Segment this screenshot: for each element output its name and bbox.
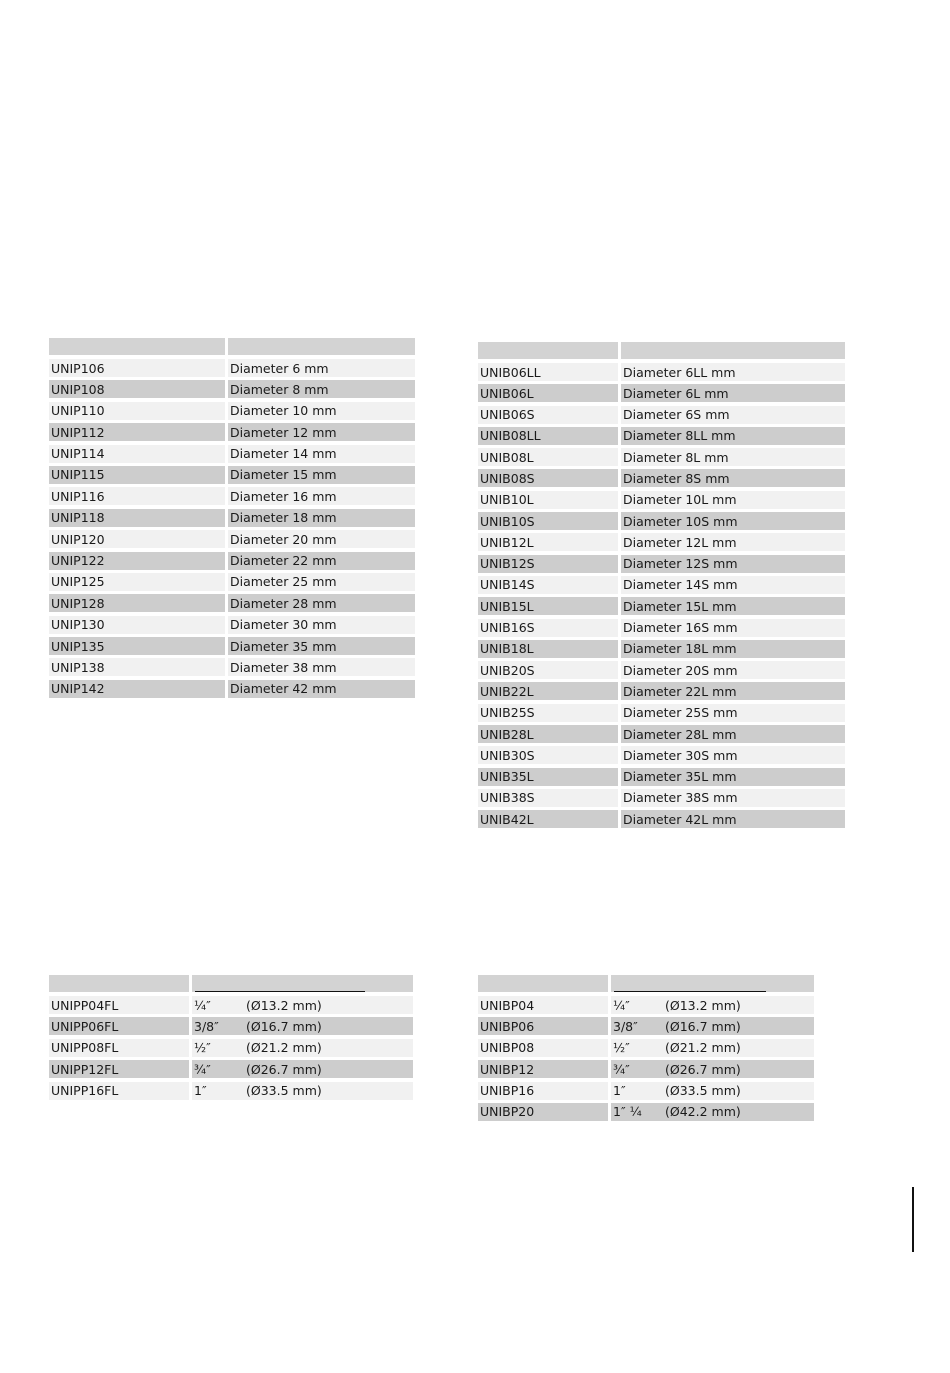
part-code-cell: UNIP114 — [49, 445, 225, 463]
table-row — [478, 768, 845, 786]
inch-size: ½″ — [194, 1040, 211, 1056]
inch-size: ¾″ — [613, 1061, 630, 1077]
inch-size: 1″ ¼ — [613, 1104, 642, 1120]
inch-size: 1″ — [613, 1083, 626, 1099]
table-row — [49, 487, 415, 505]
table-row — [478, 1103, 814, 1121]
inch-size: 1″ — [194, 1083, 207, 1099]
part-code-cell: UNIPP04FL — [49, 996, 189, 1014]
header-underline — [614, 975, 766, 992]
header-underline — [195, 975, 365, 992]
diameter-cell: Diameter 6L mm — [621, 384, 845, 402]
header-cell — [192, 975, 413, 992]
table-row — [478, 661, 845, 679]
diameter-cell: Diameter 8L mm — [621, 448, 845, 466]
unib-table — [478, 342, 845, 832]
part-code-cell: UNIP128 — [49, 594, 225, 612]
part-code-cell: UNIP110 — [49, 402, 225, 420]
table-row — [478, 427, 845, 445]
table-header — [478, 975, 814, 992]
part-code-cell: UNIB06S — [478, 406, 618, 424]
diameter-cell: Diameter 30S mm — [621, 746, 845, 764]
part-code-cell: UNIB28L — [478, 725, 618, 743]
part-code-cell: UNIB08LL — [478, 427, 618, 445]
diameter-cell: Diameter 22 mm — [228, 552, 415, 570]
size-cell — [192, 1039, 413, 1057]
table-row — [49, 1039, 413, 1057]
part-code-cell: UNIB42L — [478, 810, 618, 828]
part-code-cell: UNIB25S — [478, 704, 618, 722]
table-row — [478, 555, 845, 573]
mm-diameter: (Ø26.7 mm) — [246, 1061, 322, 1077]
table-body — [49, 359, 415, 698]
diameter-cell: Diameter 38 mm — [228, 658, 415, 676]
part-code-cell: UNIP116 — [49, 487, 225, 505]
part-code-cell: UNIB35L — [478, 768, 618, 786]
table-row — [49, 380, 415, 398]
part-code-cell: UNIPP12FL — [49, 1060, 189, 1078]
part-code-cell: UNIPP08FL — [49, 1039, 189, 1057]
inch-size: ½″ — [613, 1040, 630, 1056]
part-code-cell: UNIP112 — [49, 423, 225, 441]
part-code-cell: UNIBP16 — [478, 1082, 608, 1100]
part-code-cell: UNIBP20 — [478, 1103, 608, 1121]
table-row — [478, 1039, 814, 1057]
part-code-cell: UNIB08S — [478, 469, 618, 487]
header-cell — [478, 342, 618, 359]
table-row — [478, 789, 845, 807]
page-edge-marker — [912, 1187, 914, 1252]
table-row — [478, 725, 845, 743]
diameter-cell: Diameter 12 mm — [228, 423, 415, 441]
table-row — [49, 680, 415, 698]
diameter-cell: Diameter 30 mm — [228, 616, 415, 634]
table-row — [478, 619, 845, 637]
inch-size: ¼″ — [613, 997, 630, 1013]
diameter-cell: Diameter 25S mm — [621, 704, 845, 722]
part-code-cell: UNIB08L — [478, 448, 618, 466]
table-row — [49, 552, 415, 570]
mm-diameter: (Ø21.2 mm) — [665, 1040, 741, 1056]
diameter-cell: Diameter 10L mm — [621, 491, 845, 509]
size-cell — [192, 1017, 413, 1035]
diameter-cell: Diameter 35 mm — [228, 637, 415, 655]
diameter-cell: Diameter 12L mm — [621, 533, 845, 551]
table-row — [49, 594, 415, 612]
diameter-cell: Diameter 15 mm — [228, 466, 415, 484]
table-row — [478, 640, 845, 658]
diameter-cell: Diameter 6S mm — [621, 406, 845, 424]
table-header — [478, 342, 845, 359]
part-code-cell: UNIP130 — [49, 616, 225, 634]
size-cell — [611, 996, 814, 1014]
mm-diameter: (Ø16.7 mm) — [246, 1018, 322, 1034]
table-body — [49, 996, 413, 1100]
diameter-cell: Diameter 18 mm — [228, 509, 415, 527]
diameter-cell: Diameter 6 mm — [228, 359, 415, 377]
table-body — [478, 996, 814, 1121]
unibp-table — [478, 975, 814, 1124]
diameter-cell: Diameter 8LL mm — [621, 427, 845, 445]
table-row — [49, 658, 415, 676]
diameter-cell: Diameter 16S mm — [621, 619, 845, 637]
diameter-cell: Diameter 6LL mm — [621, 363, 845, 381]
mm-diameter: (Ø16.7 mm) — [665, 1018, 741, 1034]
header-cell — [49, 338, 225, 355]
diameter-cell: Diameter 16 mm — [228, 487, 415, 505]
size-cell — [611, 1017, 814, 1035]
mm-diameter: (Ø33.5 mm) — [665, 1083, 741, 1099]
diameter-cell: Diameter 28L mm — [621, 725, 845, 743]
part-code-cell: UNIP108 — [49, 380, 225, 398]
diameter-cell: Diameter 8 mm — [228, 380, 415, 398]
size-cell — [192, 1082, 413, 1100]
table-row — [49, 466, 415, 484]
unipp-table — [49, 975, 413, 1103]
table-row — [478, 1017, 814, 1035]
part-code-cell: UNIPP06FL — [49, 1017, 189, 1035]
table-row — [49, 1017, 413, 1035]
table-body — [478, 363, 845, 828]
table-row — [49, 616, 415, 634]
diameter-cell: Diameter 25 mm — [228, 573, 415, 591]
diameter-cell: Diameter 38S mm — [621, 789, 845, 807]
table-row — [49, 509, 415, 527]
inch-size: ¼″ — [194, 997, 211, 1013]
part-code-cell: UNIBP12 — [478, 1060, 608, 1078]
table-row — [478, 576, 845, 594]
diameter-cell: Diameter 28 mm — [228, 594, 415, 612]
part-code-cell: UNIB12L — [478, 533, 618, 551]
inch-size: 3/8″ — [194, 1018, 219, 1034]
table-row — [478, 533, 845, 551]
diameter-cell: Diameter 12S mm — [621, 555, 845, 573]
size-cell — [611, 1082, 814, 1100]
table-row — [478, 491, 845, 509]
table-row — [478, 1082, 814, 1100]
table-row — [478, 810, 845, 828]
mm-diameter: (Ø21.2 mm) — [246, 1040, 322, 1056]
table-row — [49, 445, 415, 463]
table-row — [478, 682, 845, 700]
part-code-cell: UNIB15L — [478, 597, 618, 615]
part-code-cell: UNIP118 — [49, 509, 225, 527]
part-code-cell: UNIBP08 — [478, 1039, 608, 1057]
mm-diameter: (Ø13.2 mm) — [246, 997, 322, 1013]
table-row — [49, 573, 415, 591]
part-code-cell: UNIP135 — [49, 637, 225, 655]
table-header — [49, 338, 415, 355]
table-row — [478, 1060, 814, 1078]
mm-diameter: (Ø26.7 mm) — [665, 1061, 741, 1077]
part-code-cell: UNIB14S — [478, 576, 618, 594]
table-row — [478, 746, 845, 764]
part-code-cell: UNIBP04 — [478, 996, 608, 1014]
table-header — [49, 975, 413, 992]
table-row — [49, 1082, 413, 1100]
header-cell — [621, 342, 845, 359]
part-code-cell: UNIB06L — [478, 384, 618, 402]
size-cell — [192, 1060, 413, 1078]
diameter-cell: Diameter 42L mm — [621, 810, 845, 828]
table-row — [49, 423, 415, 441]
part-code-cell: UNIB12S — [478, 555, 618, 573]
inch-size: ¾″ — [194, 1061, 211, 1077]
diameter-cell: Diameter 18L mm — [621, 640, 845, 658]
part-code-cell: UNIB30S — [478, 746, 618, 764]
part-code-cell: UNIB22L — [478, 682, 618, 700]
table-row — [49, 1060, 413, 1078]
mm-diameter: (Ø13.2 mm) — [665, 997, 741, 1013]
part-code-cell: UNIP106 — [49, 359, 225, 377]
table-row — [49, 402, 415, 420]
part-code-cell: UNIB38S — [478, 789, 618, 807]
inch-size: 3/8″ — [613, 1018, 638, 1034]
unip-table — [49, 338, 415, 701]
table-row — [478, 704, 845, 722]
part-code-cell: UNIPP16FL — [49, 1082, 189, 1100]
diameter-cell: Diameter 42 mm — [228, 680, 415, 698]
mm-diameter: (Ø33.5 mm) — [246, 1083, 322, 1099]
table-row — [49, 996, 413, 1014]
diameter-cell: Diameter 20S mm — [621, 661, 845, 679]
header-cell — [49, 975, 189, 992]
size-cell — [611, 1060, 814, 1078]
part-code-cell: UNIB10S — [478, 512, 618, 530]
header-cell — [228, 338, 415, 355]
table-row — [49, 359, 415, 377]
part-code-cell: UNIB18L — [478, 640, 618, 658]
mm-diameter: (Ø42.2 mm) — [665, 1104, 741, 1120]
size-cell — [611, 1103, 814, 1121]
table-row — [49, 637, 415, 655]
part-code-cell: UNIB20S — [478, 661, 618, 679]
diameter-cell: Diameter 14 mm — [228, 445, 415, 463]
part-code-cell: UNIP125 — [49, 573, 225, 591]
part-code-cell: UNIB16S — [478, 619, 618, 637]
diameter-cell: Diameter 35L mm — [621, 768, 845, 786]
table-row — [478, 469, 845, 487]
part-code-cell: UNIP142 — [49, 680, 225, 698]
diameter-cell: Diameter 8S mm — [621, 469, 845, 487]
size-cell — [192, 996, 413, 1014]
header-cell — [611, 975, 814, 992]
diameter-cell: Diameter 22L mm — [621, 682, 845, 700]
part-code-cell: UNIP122 — [49, 552, 225, 570]
table-row — [478, 512, 845, 530]
diameter-cell: Diameter 15L mm — [621, 597, 845, 615]
diameter-cell: Diameter 10S mm — [621, 512, 845, 530]
diameter-cell: Diameter 20 mm — [228, 530, 415, 548]
diameter-cell: Diameter 10 mm — [228, 402, 415, 420]
header-cell — [478, 975, 608, 992]
table-row — [478, 363, 845, 381]
part-code-cell: UNIB06LL — [478, 363, 618, 381]
table-row — [478, 406, 845, 424]
table-row — [478, 384, 845, 402]
diameter-cell: Diameter 14S mm — [621, 576, 845, 594]
table-row — [478, 597, 845, 615]
part-code-cell: UNIP120 — [49, 530, 225, 548]
table-row — [478, 448, 845, 466]
part-code-cell: UNIP115 — [49, 466, 225, 484]
part-code-cell: UNIB10L — [478, 491, 618, 509]
table-row — [478, 996, 814, 1014]
table-row — [49, 530, 415, 548]
part-code-cell: UNIP138 — [49, 658, 225, 676]
part-code-cell: UNIBP06 — [478, 1017, 608, 1035]
size-cell — [611, 1039, 814, 1057]
